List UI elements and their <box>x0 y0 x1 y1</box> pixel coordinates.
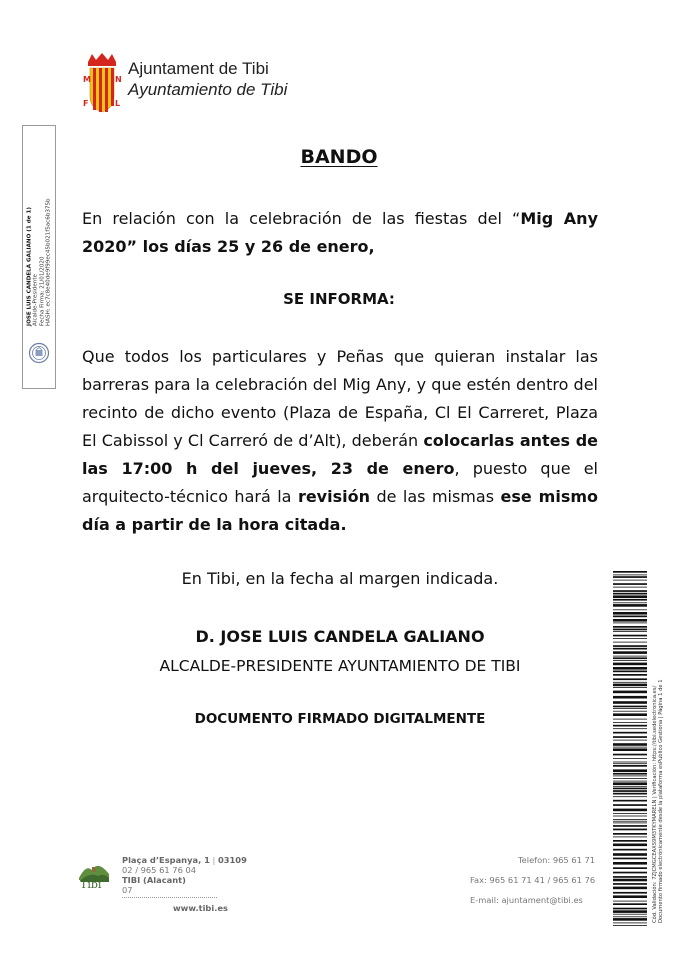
barcode-bar <box>613 706 647 708</box>
barcode-bar <box>613 728 647 729</box>
barcode-bar <box>613 762 647 763</box>
footer-fax: Fax: 965 61 71 41 / 965 61 76 <box>470 875 596 885</box>
barcode-bar <box>613 691 647 694</box>
barcode-bar <box>613 813 647 814</box>
document-title: BANDO <box>300 146 378 168</box>
signature-role: Alcalde-Presidente <box>32 274 39 326</box>
section-heading: SE INFORMA: <box>283 290 395 308</box>
barcode-bar <box>613 736 647 738</box>
verification-platform: Documento firmado electrónicamente desde la plataforma esPublico Gestiona | Página 1 de 1 <box>658 679 664 923</box>
crest-letter-l: L <box>115 99 121 108</box>
barcode-bar <box>613 862 647 865</box>
barcode-bar <box>613 725 647 727</box>
notice-text-3: de las mismas <box>369 487 501 506</box>
verification-text <box>648 571 668 926</box>
barcode-bar <box>613 740 647 741</box>
barcode-bar <box>613 638 647 639</box>
barcode-bar <box>613 656 647 657</box>
barcode-bar <box>613 708 647 709</box>
signature-hash: HASH: ec7c8e40de9f99ec45b021f5ac6b375b <box>45 198 52 326</box>
barcode-bar <box>613 599 647 601</box>
barcode-bar <box>613 682 647 683</box>
barcode-bar <box>613 778 647 779</box>
barcode-bar <box>613 879 647 882</box>
barcode-bar <box>613 821 647 822</box>
barcode-bar <box>613 696 647 699</box>
barcode-bar <box>613 776 647 777</box>
barcode-bar <box>613 781 647 782</box>
barcode-bar <box>613 849 647 851</box>
barcode-bar <box>613 612 647 615</box>
barcode-bar <box>613 840 647 842</box>
digital-signature-note: DOCUMENTO FIRMADO DIGITALMENTE <box>194 711 486 727</box>
barcode-bar <box>613 722 647 723</box>
barcode-bar <box>613 674 647 676</box>
footer-code: 07 <box>122 885 133 895</box>
barcode-bar <box>613 648 647 650</box>
footer-city: TIBI (Alacant) <box>122 875 186 885</box>
notice-paragraph <box>82 343 598 539</box>
barcode-bar <box>613 923 647 924</box>
barcode-bar <box>613 914 647 915</box>
barcode-bar <box>613 825 647 827</box>
barcode-bar <box>613 701 647 704</box>
barcode-bar <box>613 867 647 869</box>
barcode-bar <box>613 583 647 585</box>
barcode-bar <box>613 623 647 624</box>
barcode-bar <box>613 872 647 874</box>
barcode-bar <box>613 747 647 748</box>
notice-text-2: , puesto que el arquitecto-técnico hará la <box>82 459 598 506</box>
barcode-bar <box>613 793 647 795</box>
notice-bold-3: ese mismo día a partir de la hora citada. <box>82 487 599 534</box>
organization-name <box>128 58 287 100</box>
barcode-bar <box>613 773 647 775</box>
barcode-bar <box>613 829 647 831</box>
barcode-bar <box>613 800 647 802</box>
signature-signer: JOSE LUIS CANDELA GALIANO (1 de 1) <box>26 207 33 326</box>
footer-website-link[interactable]: www.tibi.es <box>173 903 228 913</box>
barcode-bar <box>613 590 647 592</box>
barcode-bar <box>613 602 647 603</box>
barcode-bar <box>613 684 647 687</box>
barcode-bar <box>613 833 647 835</box>
barcode-bar <box>613 796 647 797</box>
barcode-bar <box>613 816 647 817</box>
barcode-bar <box>613 645 647 647</box>
barcode-bar <box>613 903 647 905</box>
barcode-bar <box>613 657 647 659</box>
barcode-bar <box>613 743 647 746</box>
barcode-bar <box>613 713 647 716</box>
footer-street: Plaça d’Espanya, 1 <box>122 855 210 865</box>
barcode-bar <box>613 711 647 712</box>
barcode-bar <box>613 619 647 622</box>
barcode-bar <box>613 663 647 666</box>
signature-date: Fecha Firma: 21/01/2020 <box>39 256 45 326</box>
barcode-bar <box>613 758 647 759</box>
footer-town-name: Tibi <box>80 878 102 891</box>
barcode-bar <box>613 765 647 767</box>
barcode-bar <box>613 629 647 631</box>
barcode-bar <box>613 580 647 581</box>
signer-role: ALCALDE-PRESIDENTE AYUNTAMIENTO DE TIBI <box>159 657 521 675</box>
intro-text: En relación con la celebración de las fiestas del “ <box>82 209 521 228</box>
barcode-bar <box>613 925 647 926</box>
barcode-bar <box>613 687 647 688</box>
barcode-bar <box>613 883 647 885</box>
barcode-bar <box>613 823 647 824</box>
barcode-bar <box>613 876 647 878</box>
barcode-bar <box>613 719 647 720</box>
notice-bold-2: revisión <box>297 487 370 506</box>
closing-line: En Tibi, en la fecha al margen indicada. <box>181 569 499 588</box>
footer-divider <box>122 897 217 898</box>
barcode-bar <box>613 910 647 913</box>
barcode-bar <box>613 892 647 894</box>
signer-name: D. JOSE LUIS CANDELA GALIANO <box>195 627 485 646</box>
notice-text-1: Que todos los particulares y Peñas que quieran instalar las barreras para la celebración del Mig Any, y que estén dentro del recinto de dicho evento (Plaza de España, Cl El Carreret, Plaza El Cabissol y Cl Carreró de d’Alt), deberán <box>82 347 598 450</box>
barcode-bar <box>613 837 647 838</box>
barcode-bar <box>613 844 647 847</box>
barcode-bar <box>613 748 647 751</box>
barcode-bar <box>613 678 647 680</box>
org-name-spanish: Ayuntamiento de Tibi <box>128 80 288 99</box>
barcode-bar <box>613 901 647 902</box>
org-name-valencian: Ajuntament de Tibi <box>128 59 269 78</box>
barcode-bar <box>613 788 647 790</box>
barcode-bar <box>613 887 647 890</box>
barcode-bar <box>613 593 647 595</box>
footer-postcode: 03109 <box>217 855 247 865</box>
barcode-bar <box>613 576 647 578</box>
barcode-bar <box>613 642 647 643</box>
barcode-bar <box>613 571 647 573</box>
barcode-bar <box>613 626 647 628</box>
barcode-bar <box>613 575 647 576</box>
digital-seal-icon <box>28 342 50 364</box>
footer-email-link[interactable]: E-mail: ajuntament@tibi.es <box>470 895 583 905</box>
barcode-bar <box>613 595 647 598</box>
barcode-bar <box>613 660 647 661</box>
barcode-bar <box>613 616 647 618</box>
barcode-bar <box>613 651 647 654</box>
crest-letter-f: F <box>83 99 89 108</box>
town-crest-icon <box>82 52 122 114</box>
barcode-bar <box>613 671 647 673</box>
crest-letter-m: M <box>83 75 91 84</box>
footer-phone-short: 02 / 965 61 76 04 <box>122 865 197 875</box>
crest-letter-n: N <box>115 75 122 84</box>
barcode-bar <box>613 804 647 806</box>
barcode-bar <box>613 732 647 734</box>
barcode-bar <box>613 754 647 756</box>
barcode-bar <box>613 782 647 785</box>
barcode-bar <box>613 609 647 610</box>
barcode-bar <box>613 763 647 764</box>
intro-paragraph <box>82 205 598 261</box>
footer-address: Plaça d’Espanya, 1 | 03109 02 / 965 61 76 04 TIBI (Alacant) 07 <box>122 855 247 895</box>
barcode-bar <box>613 908 647 910</box>
barcode-bar <box>613 809 647 812</box>
barcode-bar <box>613 631 647 632</box>
barcode-bar <box>613 587 647 588</box>
footer-telephone: Telefon: 965 61 71 <box>518 855 596 865</box>
barcode-bar <box>613 819 647 820</box>
barcode-bar <box>613 786 647 787</box>
barcode-bar <box>613 635 647 637</box>
barcode-bar <box>613 918 647 921</box>
verification-code: Cód. Validación: 7ZJCMGCEAXS9M3TKYMARELN | Verificación: https://tibi.sedelectronica.es/ <box>651 685 658 923</box>
barcode-bar <box>613 769 647 772</box>
barcode-bar <box>613 604 647 607</box>
intro-bold: Mig Any 2020” los días 25 y 26 de enero, <box>82 209 598 256</box>
barcode-bar <box>613 853 647 856</box>
barcode-bar <box>613 858 647 860</box>
barcode-bar <box>613 667 647 670</box>
notice-bold-1: colocarlas antes de las 17:00 h del jueves, 23 de enero <box>82 431 598 478</box>
barcode-icon <box>613 571 647 926</box>
barcode-bar <box>613 895 647 898</box>
barcode-bar <box>613 790 647 792</box>
barcode-bar <box>613 916 647 917</box>
